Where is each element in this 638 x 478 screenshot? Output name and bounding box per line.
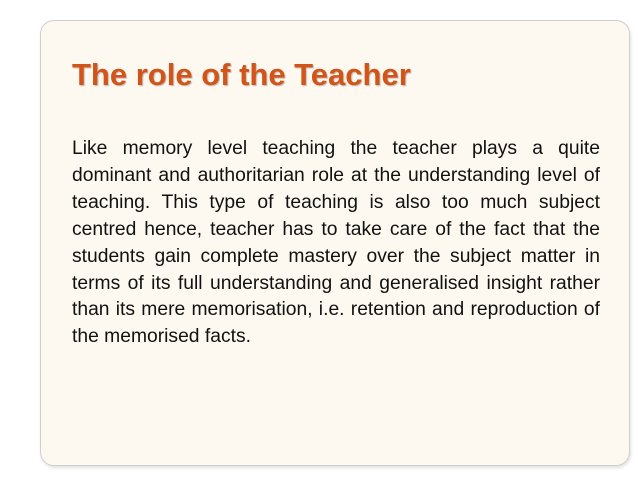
slide-title: The role of the Teacher <box>72 57 411 92</box>
slide-body-text: Like memory level teaching the teacher plays a quite dominant and authoritarian role at the understanding level of teaching. This type of teaching is also too much subject centred hence, teacher has to take care of the fact that the students gain complete mastery over the subject matter in terms of its full understanding and generalised insight rather than its mere memorisation, i.e. retention and reproduction of the memorised facts. <box>72 138 600 348</box>
